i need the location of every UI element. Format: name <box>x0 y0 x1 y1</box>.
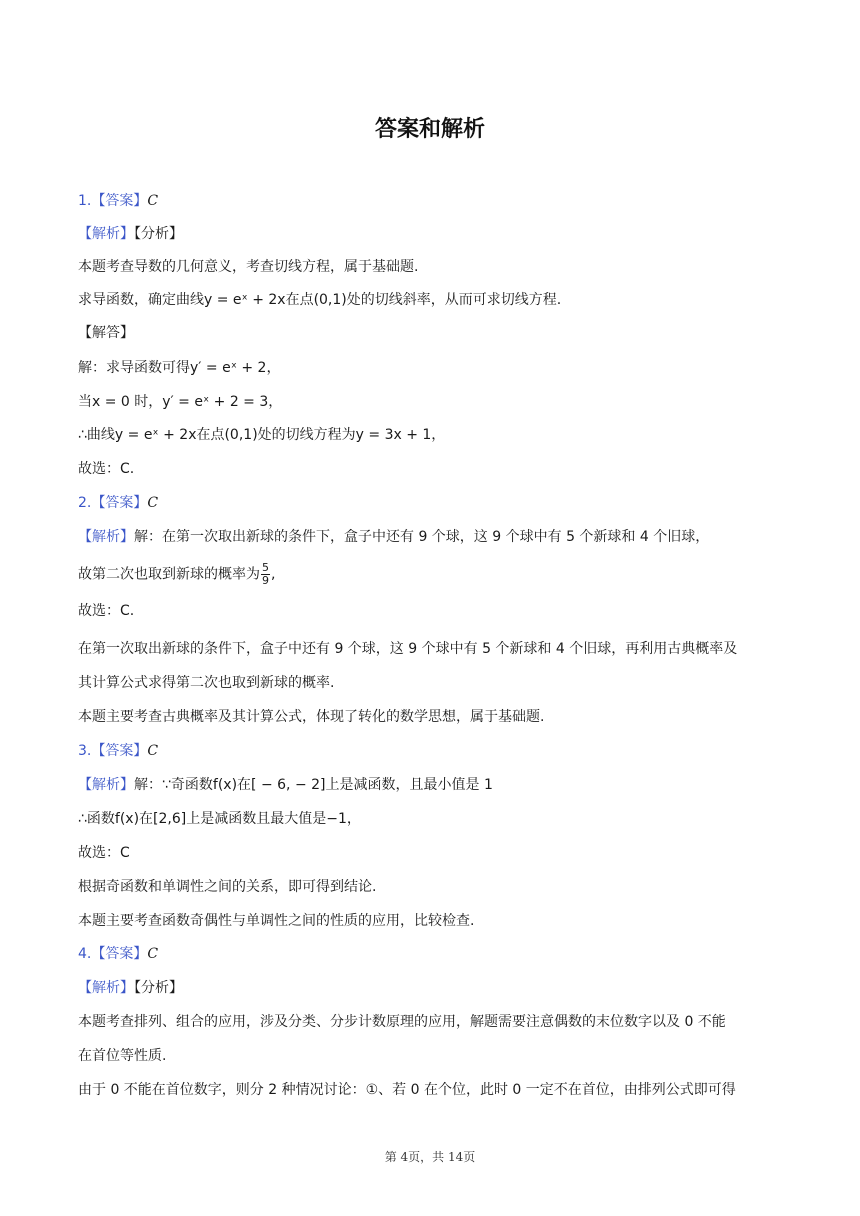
q2-fraction-denominator: 9 <box>262 574 269 587</box>
q4-line-3: 由于 0 不能在首位数字，则分 2 种情况讨论：①、若 0 在个位，此时 0 一定不在首位，由排列公式即可得 <box>78 1082 736 1098</box>
q2-line-1-row <box>78 526 788 548</box>
q1-line-6: 故选：C. <box>78 461 135 477</box>
q4-answer-tag: 【答案】 <box>91 946 148 962</box>
q4-number: 4. <box>78 946 92 962</box>
q2-number: 2. <box>78 495 92 511</box>
page-footer: 第 4页，共 14页 <box>384 1150 476 1164</box>
q2-line-5: 其计算公式求得第二次也取到新球的概率. <box>78 675 335 691</box>
q3-answer: C <box>147 743 159 759</box>
q1-line-4: 当x = 0 时，y′ = eˣ + 2 = 3， <box>78 394 283 410</box>
q1-line-1: 本题考查导数的几何意义，考查切线方程，属于基础题. <box>78 259 419 275</box>
q4-jiexi-tag: 【解析】 <box>78 980 134 996</box>
q2-line-2-text: 故第二次也取到新球的概率为 <box>78 566 260 583</box>
q2-jiexi-tag: 【解析】 <box>78 529 134 545</box>
q3-line-4: 根据奇函数和单调性之间的关系，即可得到结论. <box>78 879 377 895</box>
q1-line-3: 解：求导函数可得y′ = eˣ + 2， <box>78 360 281 376</box>
q1-answer: C <box>147 193 159 209</box>
q1-fenxi-tag: 【分析】 <box>134 226 183 242</box>
q2-line-1: 解：在第一次取出新球的条件下，盒子中还有 9 个球，这 9 个球中有 5 个新球和 4 个旧球， <box>134 529 710 545</box>
q1-answer-tag: 【答案】 <box>91 193 148 209</box>
q3-line-1-row <box>78 774 788 796</box>
q3-number: 3. <box>78 743 92 759</box>
q2-answer-tag: 【答案】 <box>91 495 148 511</box>
q4-answer: C <box>147 946 159 962</box>
q1-jieda-tag: 【解答】 <box>78 325 134 341</box>
q3-answer-tag: 【答案】 <box>91 743 148 759</box>
page-title: 答案和解析 <box>374 117 485 142</box>
q2-line-2-row <box>78 562 788 587</box>
q1-number: 1. <box>78 193 92 209</box>
q2-fraction-numerator: 5 <box>262 561 269 574</box>
q2-line-2-end: , <box>271 566 276 583</box>
q4-line-2: 在首位等性质. <box>78 1048 167 1064</box>
q2-line-4: 在第一次取出新球的条件下，盒子中还有 9 个球，这 9 个球中有 5 个新球和 4 个旧球，再利用古典概率及 <box>78 641 738 657</box>
q3-jiexi-tag: 【解析】 <box>78 777 134 793</box>
q2-line-6: 本题主要考查古典概率及其计算公式，体现了转化的数学思想，属于基础题. <box>78 709 545 725</box>
q2-fraction <box>261 562 270 587</box>
q4-fenxi-tag: 【分析】 <box>134 980 183 996</box>
q2-line-3: 故选：C. <box>78 603 135 619</box>
q1-jiexi-tag: 【解析】 <box>78 226 134 242</box>
q2-answer: C <box>147 495 159 511</box>
q2-answer-line <box>78 492 788 514</box>
q1-line-5: ∴曲线y = eˣ + 2x在点(0,1)处的切线方程为y = 3x + 1， <box>78 427 446 443</box>
q3-line-3: 故选：C <box>78 845 130 861</box>
q3-line-2: ∴函数f(x)在[2,6]上是减函数且最大值是−1， <box>78 811 361 827</box>
q1-answer-line <box>78 190 788 212</box>
q3-line-1: 解：∵奇函数f(x)在[ − 6, − 2]上是减函数，且最小值是 1 <box>134 777 493 793</box>
q1-line-2: 求导函数，确定曲线y = eˣ + 2x在点(0,1)处的切线斜率，从而可求切线方程. <box>78 292 562 308</box>
q4-answer-line <box>78 943 788 965</box>
q3-answer-line <box>78 740 788 762</box>
q3-line-5: 本题主要考查函数奇偶性与单调性之间的性质的应用，比较检查. <box>78 913 475 929</box>
q1-analysis-header <box>78 223 788 245</box>
q4-line-1: 本题考查排列、组合的应用，涉及分类、分步计数原理的应用，解题需要注意偶数的末位数字以及 0 不能 <box>78 1014 726 1030</box>
q4-analysis-header <box>78 977 788 999</box>
